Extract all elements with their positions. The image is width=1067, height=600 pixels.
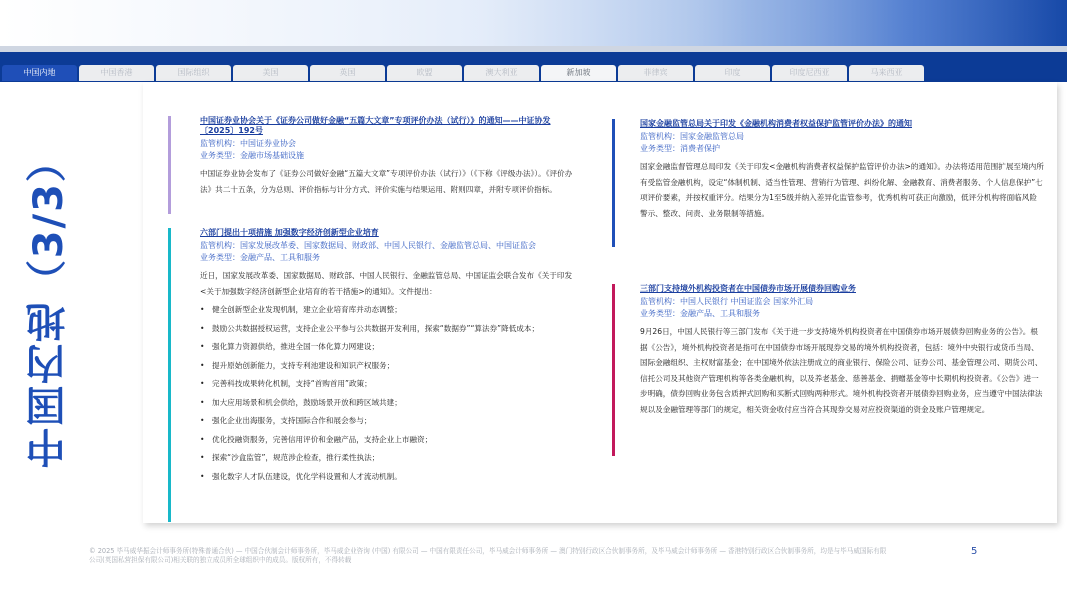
article-accent-bar xyxy=(168,228,171,522)
article-accent-bar xyxy=(168,116,171,214)
section-title xyxy=(0,130,125,590)
article-title-link[interactable]: 三部门支持境外机构投资者在中国债券市场开展债券回购业务 xyxy=(640,284,856,293)
list-item: • 提升原始创新能力，支持专利池建设和知识产权服务； xyxy=(200,358,574,374)
copyright-footer: © 2025 毕马威华振会计师事务所(特殊普通合伙) — 中国合伙制会计师事务所，毕马威企业咨询 (中国) 有限公司 — 中国有限责任公司，毕马威会计师事务所 — 澳门特别行政区合伙制事务所，及毕马威会计师事务所 — 香港特别行政区合伙制事务所，均是与毕马威国际有限公司(英国私营担保有限公司)相关联的独立成员所全球组织中的成员。版权所有，不得转载 xyxy=(89,547,887,564)
tab-international-organizations[interactable]: 国际组织 xyxy=(156,65,231,81)
list-item: • 鼓励公共数据授权运营，支持企业公平参与公共数据开发利用，探索“数据券”“算法券”降低成本； xyxy=(200,321,574,337)
article-accent-bar xyxy=(612,119,615,247)
tab-singapore[interactable]: 新加坡 xyxy=(541,65,616,81)
business-type-label: 业务类型：金融产品、工具和服务 xyxy=(640,309,760,318)
list-item: • 强化企业出海服务，支持国际合作和展会参与； xyxy=(200,413,574,429)
banner-glow xyxy=(0,0,1067,46)
business-type-label: 业务类型：金融产品、工具和服务 xyxy=(200,253,320,262)
tab-indonesia[interactable]: 印度尼西亚 xyxy=(772,65,847,81)
article-consumer-protection xyxy=(612,119,1042,247)
list-item: • 完善科技成果转化机制，支持“首购首用”政策； xyxy=(200,376,574,392)
tab-mainland-china[interactable]: 中国内地 xyxy=(2,65,77,81)
tab-philippines[interactable]: 菲律宾 xyxy=(618,65,693,81)
tab-uk[interactable]: 英国 xyxy=(310,65,385,81)
list-item: • 健全创新型企业发现机制，建立企业培育库并动态调整； xyxy=(200,302,574,318)
article-body: 9月26日，中国人民银行等三部门发布《关于进一步支持境外机构投资者在中国债券市场开展债券回购业务的公告》。根据《公告》，境外机构投资者是指可在中国债券市场开展现券交易的境外机构投资者，包括：境外中央银行或货币当局、国际金融组织、主权财富基金；在中国境外依法注册成立的商业银行、保险公司、证券公司、基金管理公司、期货公司、信托公司及其他资产管理机构等各类金融机构，以及养老基金、慈善基金、捐赠基金等中长期机构投资者。《公告》进一步明确，债券回购业务包含质押式回购和买断式回购两种形式。境外机构投资者开展债券回购业务，应当遵守中国法律法规以及金融管理等部门的规定，相关资金收付应当符合其现券交易对应投资渠道的资金及账户管理规定。 xyxy=(640,327,1043,414)
article-accent-bar xyxy=(612,284,615,456)
article-bond-repo xyxy=(612,284,1042,456)
tab-australia[interactable]: 澳大利亚 xyxy=(464,65,539,81)
article-securities-association xyxy=(168,116,573,214)
article-body: 国家金融监督管理总局印发《关于印发<金融机构消费者权益保护监管评价办法>的通知》。办法将适用范围扩展至境内所有受监管金融机构，设定“体制机制、适当性管理、营销行为管理、纠纷化解、金融教育、消费者服务、个人信息保护”七项评价要素，并按权重评分。结果分为1至5级并纳入差异化监管参考，优秀机构可获正向激励，低评分机构将面临风险警示、整改、问责、业务限制等措施。 xyxy=(640,162,1044,218)
article-title-link[interactable]: 六部门提出十项措施 加强数字经济创新型企业培育 xyxy=(200,228,379,237)
section-title-text: 中国内地（3/3） xyxy=(26,140,72,469)
tab-usa[interactable]: 美国 xyxy=(233,65,308,81)
business-type-label: 业务类型：消费者保护 xyxy=(640,144,720,153)
regulator-label: 监管机构：中国人民银行 中国证监会 国家外汇局 xyxy=(640,297,814,306)
tab-eu[interactable]: 欧盟 xyxy=(387,65,462,81)
regulator-label: 监管机构：国家发展改革委、国家数据局、财政部、中国人民银行、金融监管总局、中国证监会 xyxy=(200,241,536,250)
content-panel xyxy=(143,82,1057,523)
list-item: • 强化算力资源供给，推进全国一体化算力网建设； xyxy=(200,339,574,355)
article-body: 中国证券业协会发布了《证券公司做好金融“五篇大文章”专项评价办法（试行）》（《下称《评级办法》）。《评价办法》共二十五条，分为总则、评价指标与计分方式、评价实施与结果运用、附则四章，并附专项评价指标。 xyxy=(200,169,573,194)
list-item: • 探索“沙盒监管”，规范涉企检查，推行柔性执法； xyxy=(200,450,574,466)
region-tabs xyxy=(2,65,926,82)
tab-malaysia[interactable]: 马来西亚 xyxy=(849,65,924,81)
page-number: 5 xyxy=(971,546,978,557)
list-item: • 优化投融资服务，完善信用评价和金融产品，支持企业上市融资； xyxy=(200,432,574,448)
article-title-link[interactable]: 国家金融监管总局关于印发《金融机构消费者权益保护监管评价办法》的通知 xyxy=(640,119,912,128)
article-body: 近日，国家发展改革委、国家数据局、财政部、中国人民银行、金融监管总局、中国证监会联合发布《关于印发<关于加强数字经济创新型企业培育的若干措施>的通知》。文件提出： xyxy=(200,271,573,296)
article-title-link[interactable]: 中国证券业协会关于《证券公司做好金融“五篇大文章”专项评价办法（试行）》的通知——中证协发〔2025〕192号 xyxy=(200,116,551,135)
list-item: • 加大应用场景和机会供给，鼓励场景开放和跨区域共建； xyxy=(200,395,574,411)
article-digital-economy xyxy=(168,228,573,522)
measures-list xyxy=(200,302,574,484)
regulator-label: 监管机构：中国证券业协会 xyxy=(200,139,296,148)
business-type-label: 业务类型：金融市场基础设施 xyxy=(200,151,304,160)
regulator-label: 监管机构：国家金融监管总局 xyxy=(640,132,744,141)
tab-hong-kong[interactable]: 中国香港 xyxy=(79,65,154,81)
tab-india[interactable]: 印度 xyxy=(695,65,770,81)
list-item: • 强化数字人才队伍建设，优化学科设置和人才流动机制。 xyxy=(200,469,574,485)
